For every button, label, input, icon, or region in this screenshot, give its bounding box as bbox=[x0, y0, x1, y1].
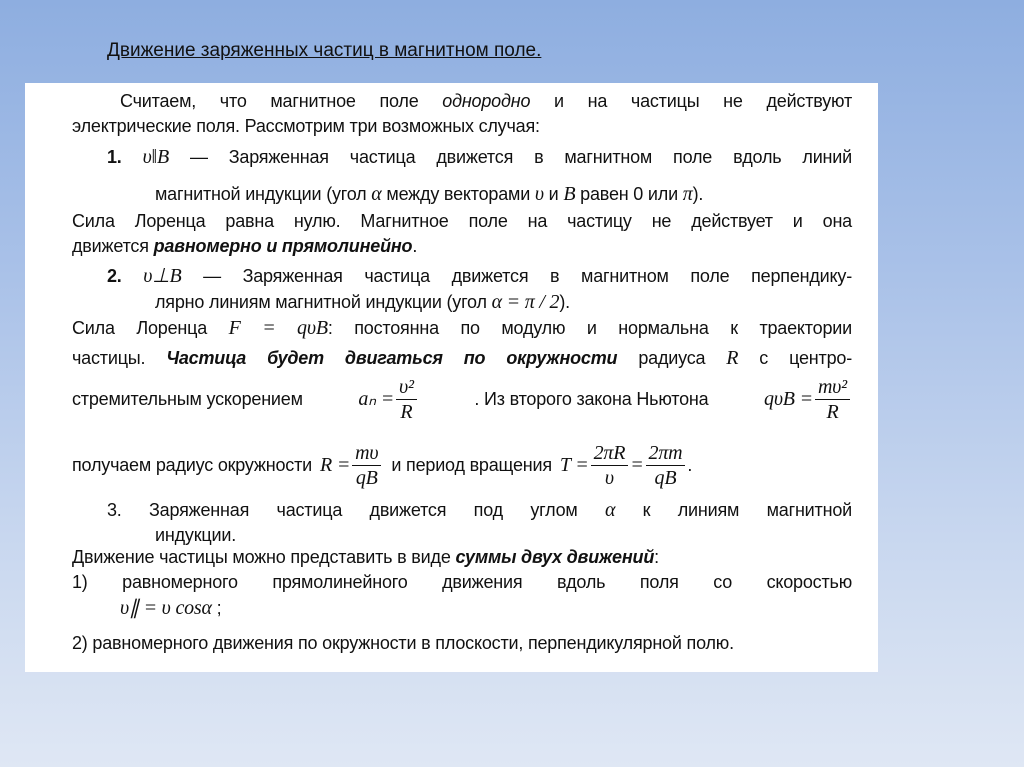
formula-line: получаем радиус окружности R = $\frac{m\upsilon}{qB}$ и период вращения T = $\frac{2\pi R}{\upsilon}$ = $\frac{2\pi m}{qB}$ . bbox=[72, 441, 693, 489]
paragraph-line: Сила Лоренца F = qυB: постоянна по модулю и нормальна к траектории bbox=[72, 317, 852, 339]
fraction: $\frac{\text{mυ²}}{R}$ bbox=[815, 375, 850, 424]
case-2-heading: 2. υ⊥B — Заряженная частица движется в магнитном поле перпендику- bbox=[107, 265, 852, 287]
case-3-heading: 3. Заряженная частица движется под углом α к линиям магнитной bbox=[107, 499, 852, 521]
paragraph-line: лярно линиям магнитной индукции (угол α = π / 2). bbox=[155, 291, 570, 313]
slide-title: Движение заряженных частиц в магнитном поле. bbox=[107, 40, 542, 61]
paragraph-line: частицы. Частица будет двигаться по окружности радиуса R с центро- bbox=[72, 347, 853, 369]
list-item: 2) равномерного движения по окружности в плоскости, перпендикулярной полю. bbox=[72, 633, 734, 653]
paragraph-line: индукции. bbox=[155, 525, 236, 545]
paragraph-line: Считаем, что магнитное поле однородно и на частицы не действуют bbox=[120, 91, 852, 111]
paragraph-line: движется равномерно и прямолинейно. bbox=[72, 236, 418, 256]
case-1-heading: 1. υ‖B — Заряженная частица движется в магнитном поле вдоль линий bbox=[107, 146, 852, 168]
paragraph-line: электрические поля. Рассмотрим три возможных случая: bbox=[72, 116, 540, 136]
fraction: $\frac{2\pi m}{qB}$ bbox=[646, 441, 686, 490]
document-page bbox=[25, 83, 878, 672]
paragraph-line: Сила Лоренца равна нулю. Магнитное поле на частицу не действует и она bbox=[72, 211, 852, 231]
list-item: 1) равномерного прямолинейного движения вдоль поля со скоростью bbox=[72, 572, 852, 592]
fraction: $\frac{m\upsilon}{qB}$ bbox=[352, 441, 381, 490]
paragraph-line: магнитной индукции (угол α между векторами υ и B равен 0 или π). bbox=[155, 183, 704, 205]
fraction: $\frac{2\pi R}{\upsilon}$ bbox=[591, 441, 629, 490]
fraction: $\frac{\text{υ²}}{R}$ bbox=[396, 375, 417, 424]
formula-line: стремительным ускорением aₙ = $\frac{\text{υ²}}{R}$ . Из второго закона Ньютона qυB = $\frac{\text{mυ²}}{R}$ bbox=[72, 369, 852, 429]
paragraph-line: Движение частицы можно представить в виде суммы двух движений: bbox=[72, 547, 659, 567]
formula-line: υ∥ = υ cosα ; bbox=[120, 597, 222, 619]
